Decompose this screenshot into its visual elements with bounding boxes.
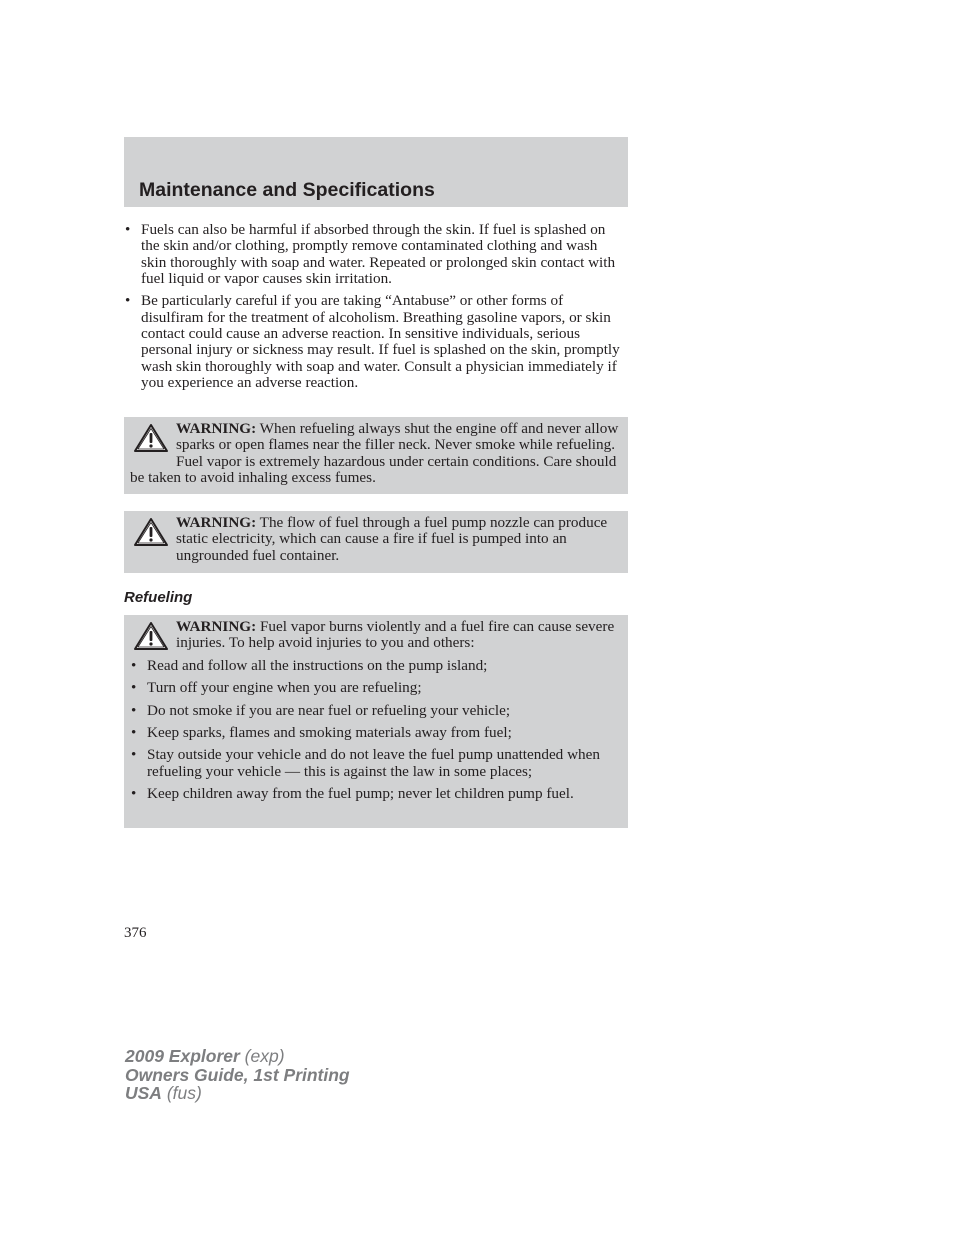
list-item: • Read and follow all the instructions on the pump island;	[130, 658, 622, 674]
warning-bullet-list	[130, 658, 622, 803]
footer	[125, 1047, 350, 1103]
warning-label: WARNING:	[176, 420, 257, 437]
warning-triangle-icon	[133, 517, 169, 547]
footer-market: USA	[125, 1083, 162, 1103]
bullet-list	[124, 222, 624, 397]
footer-printing: Owners Guide, 1st Printing	[125, 1064, 350, 1085]
warning-label: WARNING:	[176, 514, 257, 531]
header-band	[124, 137, 628, 207]
warning-label: WARNING:	[176, 618, 257, 635]
list-item: • Fuels can also be harmful if absorbed through the skin. If fuel is splashed on the skin and/or clothing, promptly remove contaminated clothing and wash skin thoroughly with soap and water. Repeated or prolonged skin contact with fuel liquid or vapor causes skin irritation.	[124, 222, 624, 288]
list-item: • Keep children away from the fuel pump; never let children pump fuel.	[130, 786, 622, 802]
warning-triangle-icon	[133, 423, 169, 453]
warning-text: When refueling always shut the engine off and never allow sparks or open flames near the filler neck. Never smoke while refueling. Fuel vapor is extremely hazardous under certain conditions. Care should be taken to avoid inhaling excess fumes.	[130, 420, 619, 487]
list-item: • Do not smoke if you are near fuel or refueling your vehicle;	[130, 703, 622, 719]
footer-model-code: (exp)	[239, 1046, 285, 1066]
footer-line-1	[125, 1047, 350, 1066]
warning-box-static-electricity	[124, 511, 628, 573]
footer-line-3	[125, 1084, 350, 1103]
footer-market-code: (fus)	[161, 1083, 202, 1103]
list-item: • Keep sparks, flames and smoking materials away from fuel;	[130, 725, 622, 741]
list-item: • Turn off your engine when you are refueling;	[130, 680, 622, 696]
footer-model: 2009 Explorer	[125, 1046, 240, 1066]
warning-box-fuel-vapor	[124, 615, 628, 828]
warning-box-refueling-engine	[124, 417, 628, 494]
warning-text: The flow of fuel through a fuel pump nozzle can produce static electricity, which can cause a fire if fuel is pumped into an ungrounded fuel container.	[176, 514, 608, 564]
list-item: • Stay outside your vehicle and do not leave the fuel pump unattended when refueling your vehicle — this is against the law in some places;	[130, 747, 622, 780]
footer-line-2	[125, 1066, 350, 1085]
page-number: 376	[124, 925, 147, 941]
section-heading: Refueling	[124, 589, 193, 606]
list-item: • Be particularly careful if you are taking “Antabuse” or other forms of disulfiram for the treatment of alcoholism. Breathing gasoline vapors, or skin contact could cause an adverse reaction. In sensitive individuals, serious personal injury or sickness may result. If fuel is splashed on the skin, promptly wash skin thoroughly with soap and water. Consult a physician immediately if you experience an adverse reaction.	[124, 293, 624, 391]
page-title: Maintenance and Specifications	[139, 179, 435, 201]
warning-triangle-icon	[133, 621, 169, 651]
warning-text: Fuel vapor burns violently and a fuel fire can cause severe injuries. To help avoid injuries to you and others:	[176, 618, 615, 652]
